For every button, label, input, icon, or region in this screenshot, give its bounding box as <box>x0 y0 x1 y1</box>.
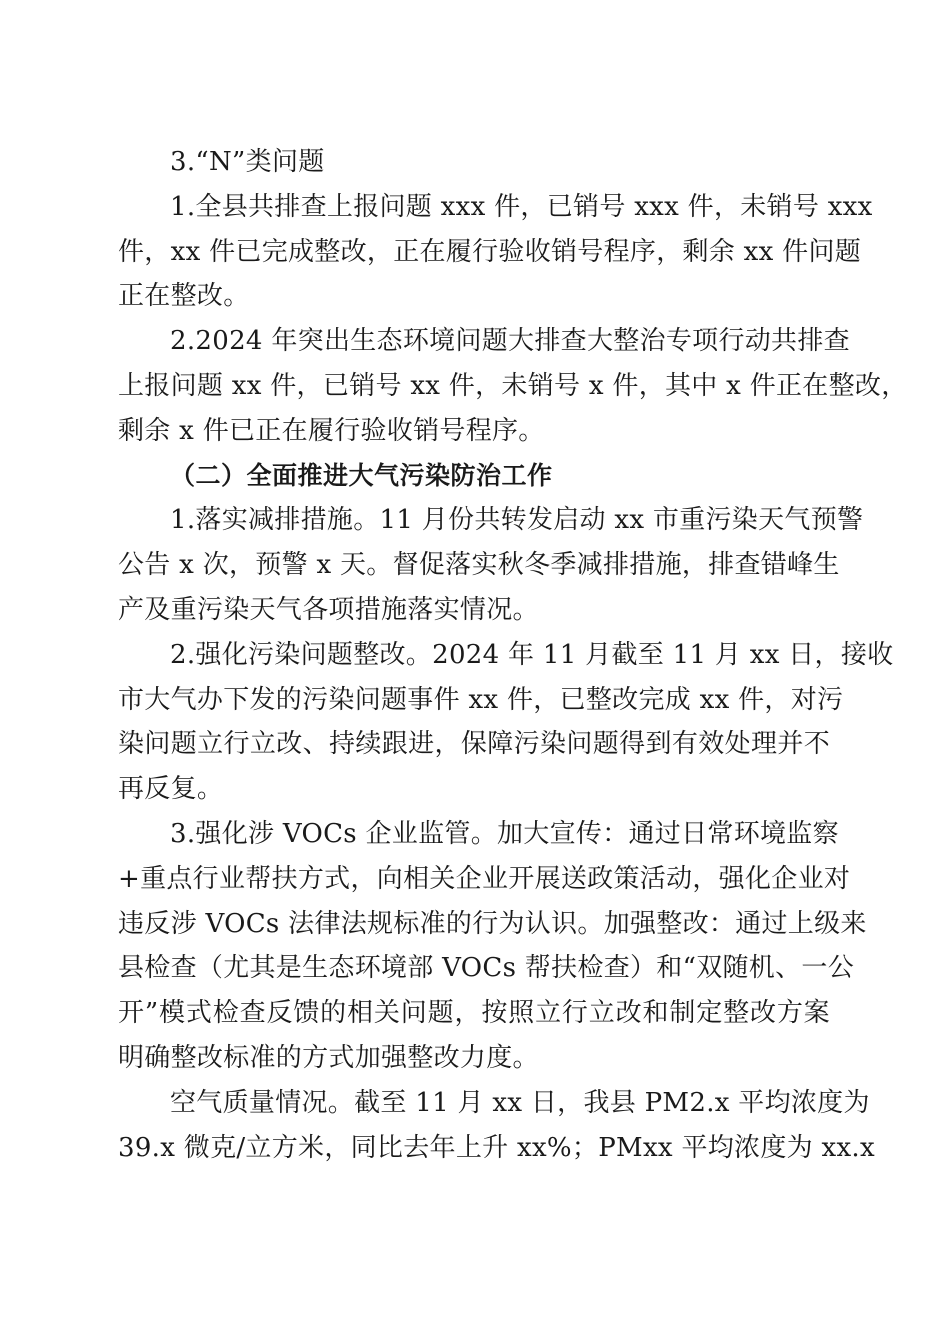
paragraph-line: 2.2024 年突出生态环境问题大排查大整治专项行动共排查 <box>170 326 850 357</box>
paragraph-line: 再反复。 <box>118 774 224 805</box>
paragraph-line: 剩余 x 件已正在履行验收销号程序。 <box>118 415 545 446</box>
paragraph-line: 明确整改标准的方式加强整改力度。 <box>118 1042 539 1073</box>
paragraph-line: 违反涉 VOCs 法律法规标准的行为认识。加强整改：通过上级来 <box>118 908 867 939</box>
paragraph-line: 1.落实减排措施。11 月份共转发启动 xx 市重污染天气预警 <box>170 505 864 536</box>
paragraph-line: 空气质量情况。截至 11 月 xx 日，我县 PM2.x 平均浓度为 <box>170 1087 870 1118</box>
paragraph-line: 县检查（尤其是生态环境部 VOCs 帮扶检查）和“双随机、一公 <box>118 953 854 984</box>
paragraph-line: +重点行业帮扶方式，向相关企业开展送政策活动，强化企业对 <box>118 863 851 894</box>
paragraph-line: 39.x 微克/立方米，同比去年上升 xx%；PMxx 平均浓度为 xx.x <box>118 1132 875 1163</box>
section-title-n-problems: 3.“N”类问题 <box>170 147 325 177</box>
paragraph-line: 件，xx 件已完成整改，正在履行验收销号程序，剩余 xx 件问题 <box>118 236 862 267</box>
paragraph-line: 2.强化污染问题整改。2024 年 11 月截至 11 月 xx 日，接收 <box>170 639 894 670</box>
paragraph-line: 3.强化涉 VOCs 企业监管。加大宣传：通过日常环境监察 <box>170 818 839 849</box>
paragraph-line: 公告 x 次，预警 x 天。督促落实秋冬季减排措施，排查错峰生 <box>118 550 840 581</box>
section-heading-air-pollution: （二）全面推进大气污染防治工作 <box>170 460 553 490</box>
document-body <box>118 140 908 1170</box>
paragraph-line: 1.全县共排查上报问题 xxx 件，已销号 xxx 件，未销号 xxx <box>170 191 873 222</box>
paragraph-line: 市大气办下发的污染问题事件 xx 件，已整改完成 xx 件，对污 <box>118 684 844 715</box>
paragraph-line: 上报问题 xx 件，已销号 xx 件，未销号 x 件，其中 x 件正在整改， <box>118 370 908 401</box>
paragraph-line: 染问题立行立改、持续跟进，保障污染问题得到有效处理并不 <box>118 729 830 760</box>
paragraph-line: 正在整改。 <box>118 281 250 312</box>
paragraph-line: 产及重污染天气各项措施落实情况。 <box>118 594 539 625</box>
paragraph-line: 开”模式检查反馈的相关问题，按照立行立改和制定整改方案 <box>118 998 830 1029</box>
